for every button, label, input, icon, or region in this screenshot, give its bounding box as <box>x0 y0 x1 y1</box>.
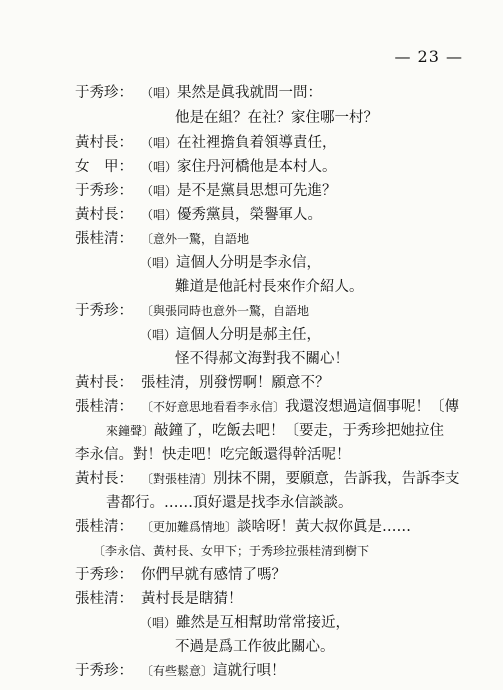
dialogue-text: 這個人分明是李永信， <box>176 255 322 271</box>
script-line <box>175 108 485 128</box>
dialogue-text: 黃村長是瞎猜！ <box>141 591 243 607</box>
speaker-name: 張桂清： <box>75 399 133 415</box>
stage-direction: 〔不好意思地看看李永信〕 <box>141 400 286 414</box>
script-line <box>75 229 485 249</box>
script-line <box>75 469 485 489</box>
script-line <box>175 349 485 369</box>
speaker-name: 黃村長： <box>75 375 133 391</box>
dialogue-text: 優秀黨員，榮譽軍人。 <box>177 207 323 223</box>
dialogue-text: 我還沒想過這個事呢！〔傳 <box>285 399 460 415</box>
dialogue-text: 敲鐘了，吃飯去吧！〔要走，于秀珍把她拉住 <box>154 423 445 439</box>
dialogue-text: 張桂清，別發愣啊！願意不？ <box>141 375 330 391</box>
stage-direction: 〔對張桂清〕 <box>141 472 214 486</box>
dialogue-text: 雖然是互相幫助常常接近， <box>176 615 351 631</box>
stage-direction: 〔更加難爲情地〕 <box>141 520 238 534</box>
speaker-name: 于秀珍： <box>75 85 133 101</box>
script-line <box>140 613 485 633</box>
script-line <box>75 133 485 153</box>
script-line <box>106 421 485 441</box>
script-line <box>75 301 485 321</box>
dialogue-text: 不過是爲工作彼此關心。 <box>175 639 335 655</box>
script-line <box>75 589 485 609</box>
speaker-name: 張桂清： <box>75 231 133 247</box>
script-line <box>75 397 485 417</box>
stage-direction: （唱） <box>140 328 177 342</box>
stage-direction: 〔意外一驚，自語地 <box>141 232 250 246</box>
script-line <box>75 661 485 681</box>
speaker-name: 黃村長： <box>75 207 133 223</box>
script-line <box>140 253 485 273</box>
stage-direction: （唱） <box>141 86 178 100</box>
script-line <box>175 637 485 657</box>
stage-direction: 〔有些鬆意〕 <box>141 664 214 678</box>
dialogue-text: 難道是他託村長來作介紹人。 <box>175 279 364 295</box>
dialogue-text: 你們早就有感情了嗎？ <box>141 567 286 583</box>
stage-direction: （唱） <box>141 136 178 150</box>
script-line <box>75 565 485 585</box>
dialogue-text: 別抹不開，要願意，告訴我，告訴李支 <box>213 471 460 487</box>
stage-direction: 〔與張同時也意外一驚，自語地 <box>141 304 310 318</box>
speaker-name: 于秀珍： <box>75 567 133 583</box>
speaker-name: 黃村長： <box>75 135 133 151</box>
dialogue-text: 是不是黨員思想可先進？ <box>177 183 337 199</box>
dialogue-text: 這就行唄！ <box>213 663 286 679</box>
speaker-name: 張桂清： <box>75 591 133 607</box>
dialogue-text: 怪不得郝文海對我不關心！ <box>175 351 349 367</box>
dialogue-text: 李永信。對！快走吧！吃完飯還得幹活呢！ <box>75 447 351 463</box>
script-line <box>75 157 485 177</box>
dialogue-text: 在社裡擔負着領導責任， <box>177 135 337 151</box>
speaker-name: 于秀珍： <box>75 183 133 199</box>
script-line <box>75 181 485 201</box>
dialogue-text: 果然是眞我就問一問： <box>177 85 323 101</box>
stage-direction: （唱） <box>141 184 178 198</box>
script-line <box>75 517 485 537</box>
dialogue-text: 書都行。……頂好還是找李永信談談。 <box>106 495 353 511</box>
script-line <box>140 325 485 345</box>
speaker-name: 黃村長： <box>75 471 133 487</box>
stage-direction: （唱） <box>141 208 178 222</box>
script-line <box>175 277 485 297</box>
dialogue-text: 他是在組？在社？家住哪一村？ <box>175 110 378 126</box>
page-number: — 23 — <box>394 47 463 66</box>
dialogue-text: 談啥呀！黃大叔你眞是…… <box>237 519 412 535</box>
script-line <box>93 541 485 561</box>
speaker-name: 于秀珍： <box>75 663 133 679</box>
stage-direction: 〔李永信、黃村長、女甲下；于秀珍拉張桂清到樹下 <box>93 544 370 558</box>
script-line <box>106 493 485 513</box>
script-line <box>75 445 485 465</box>
stage-direction: 來鐘聲〕 <box>106 424 155 438</box>
stage-direction: （唱） <box>140 256 177 270</box>
stage-direction: （唱） <box>141 160 178 174</box>
stage-direction: （唱） <box>140 616 177 630</box>
script-line <box>75 373 485 393</box>
dialogue-text: 這個人分明是郝主任， <box>176 327 322 343</box>
speaker-name: 女 甲： <box>75 159 133 175</box>
dialogue-text: 家住丹河橋他是本村人。 <box>177 159 337 175</box>
script-line <box>75 205 485 225</box>
script-line <box>75 83 485 103</box>
speaker-name: 于秀珍： <box>75 303 133 319</box>
speaker-name: 張桂清： <box>75 519 133 535</box>
